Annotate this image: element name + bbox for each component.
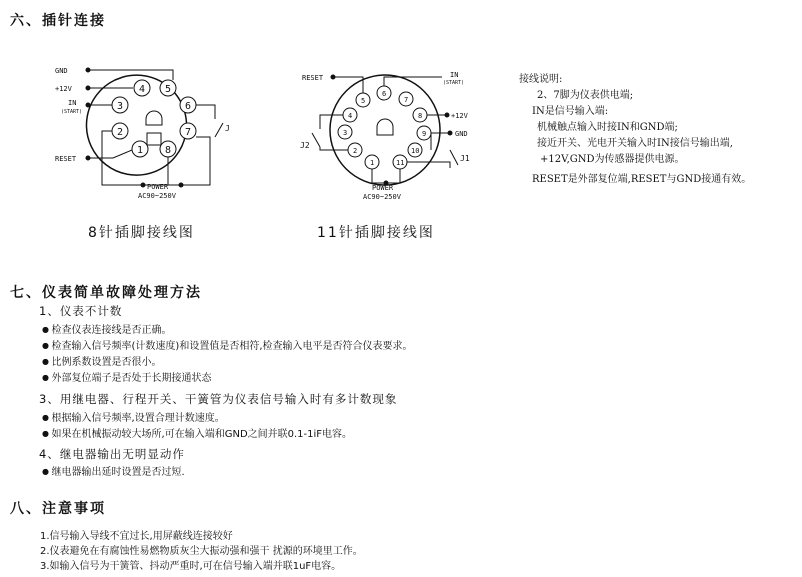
reset-label: RESET [302,74,324,82]
eight-pin-caption: 8针插脚接线图 [88,225,195,241]
notice-item: 1.信号输入导线不宜过长,用屏蔽线连接较好 [40,531,233,542]
pin-2-label: 2 [117,127,124,138]
wiring-note: 接近开关、光电开关输入时IN接信号输出端, [537,138,733,149]
wiring-notes-title: 接线说明: [519,74,563,85]
wiring-note: +12V,GND为传感器提供电源。 [540,154,685,165]
power-label: POWER [147,183,169,191]
fault-bullet: ● 检查仪表连接线是否正确。 [42,321,172,336]
wiring-note: 2、7脚为仪表供电端; [537,90,634,101]
pin-7-label: 7 [404,96,409,104]
pin-4-label: 4 [348,112,353,120]
pin-3-label: 3 [117,101,124,112]
wiring-note: 机械触点输入时接IN和GND端; [537,122,678,133]
pin-7-label: 7 [185,127,192,138]
pin-4-label: 4 [139,84,146,95]
in-label: IN [450,71,459,79]
pin-2-label: 2 [353,147,358,155]
notice-item: 3.如输入信号为干簧管、抖动严重时,可在信号输入端并联1uF电容。 [40,561,342,572]
pin-5-label: 5 [165,84,172,95]
j1-label: J1 [460,154,470,163]
fault-bullet: ● 继电器输出延时设置是否过短. [42,463,185,478]
eight-pin-wiring-diagram [55,55,255,205]
wiring-note: RESET是外部复位端,RESET与GND接通有效。 [532,174,752,185]
pin-6-label: 6 [382,90,387,98]
gnd-label: GND [55,67,68,75]
pin-8-label: 8 [165,145,172,156]
pin-1-label: 1 [370,159,375,167]
reset-label: RESET [55,155,77,163]
power-label: POWER [372,184,394,192]
fault-bullet: ● 如果在机械振动较大场所,可在输入端和GND之间并联0.1-1iF电容。 [42,425,352,440]
pin-11-label: 11 [396,159,405,167]
section6-title: 六、插针连接 [10,13,106,29]
fault-item-4: 4、继电器输出无明显动作 [39,447,185,461]
gnd-label: GND [455,130,468,138]
fault-bullet: ● 比例系数设置是否很小。 [42,353,162,368]
eleven-pin-wiring-diagram [300,65,510,205]
pin-3-label: 3 [343,129,348,137]
j2-label: J2 [300,141,310,150]
socket-key [146,111,162,125]
notice-item: 2.仪表避免在有腐蚀性易燃物质灰尘大振动强和强干 扰源的环境里工作。 [40,546,363,557]
ac-voltage-label: AC90~250V [138,192,176,200]
pin-9-label: 9 [422,130,427,138]
socket-key [377,119,393,135]
fault-item-1: 1、仪表不计数 [39,304,123,318]
pin-6-label: 6 [185,101,192,112]
start-label: (START) [61,109,83,115]
pin-10-label: 10 [411,147,420,155]
wiring-note: IN是信号输入端: [532,106,609,117]
plus12v-label: +12V [55,85,72,93]
ac-voltage-label: AC90~250V [363,193,401,201]
in-label: IN [68,99,77,107]
fault-bullet: ● 检查输入信号频率(计数速度)和设置值是否相符,检查输入电平是否符合仪表要求。 [42,337,413,352]
section8-title: 八、注意事项 [10,501,106,517]
start-label: (START) [443,80,465,86]
pin-8-label: 8 [418,112,423,120]
eleven-pin-caption: 11针插脚接线图 [317,225,435,241]
section7-title: 七、仪表简单故障处理方法 [10,285,202,301]
j-label: J [225,124,230,133]
pin-5-label: 5 [361,97,366,105]
fault-item-3: 3、用继电器、行程开关、干簧管为仪表信号输入时有多计数现象 [39,392,398,406]
plus12v-label: +12V [451,112,468,120]
fault-bullet: ● 根据输入信号频率,设置合理计数速度。 [42,409,225,424]
pin-1-label: 1 [137,145,144,156]
fault-bullet: ● 外部复位端子是否处于长期接通状态 [42,369,212,384]
